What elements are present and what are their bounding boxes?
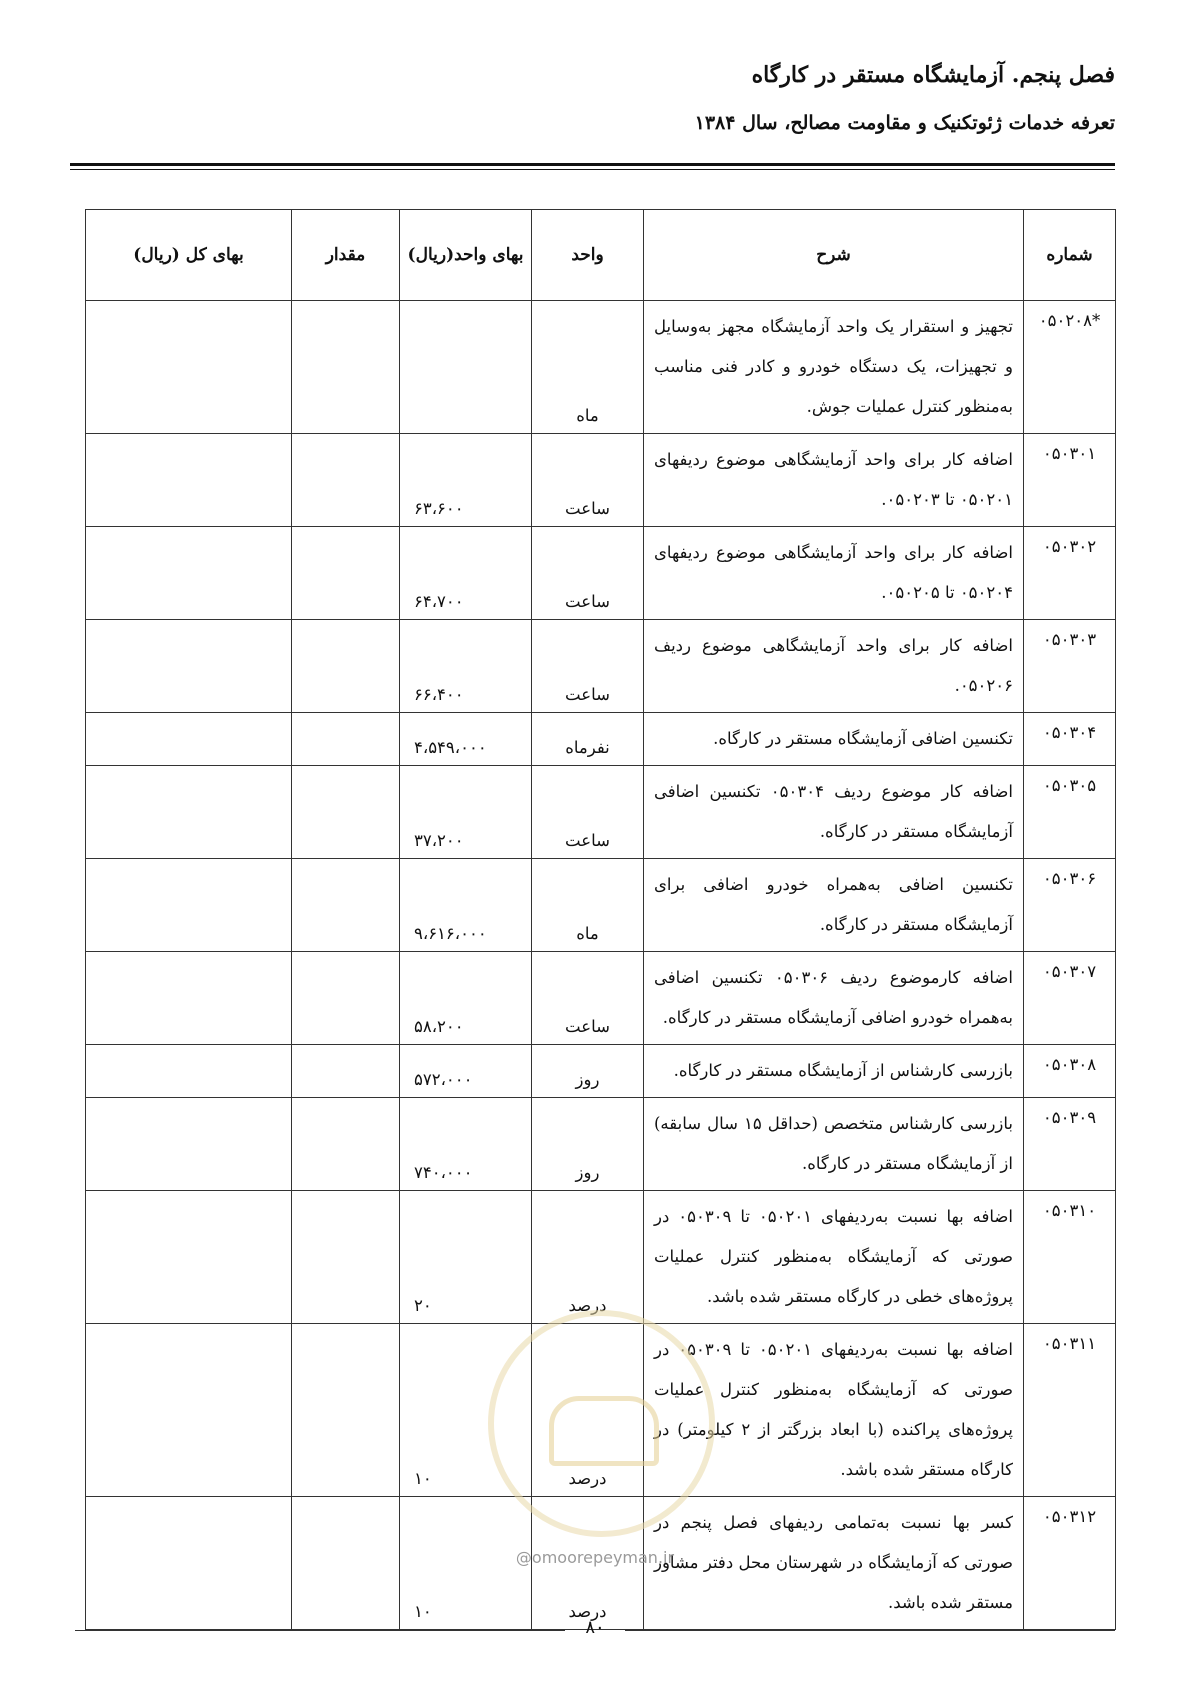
row-quantity [292, 301, 400, 434]
row-total [86, 1324, 292, 1497]
row-code: *۰۵۰۲۰۸ [1024, 301, 1116, 434]
row-quantity [292, 434, 400, 527]
row-unit-price: ۶۳،۶۰۰ [400, 434, 532, 527]
row-description: تجهیز و استقرار یک واحد آزمایشگاه مجهز به‌وسایل و تجهیزات، یک دستگاه خودرو و کادر فنی مناسب به‌منظور کنترل عملیات جوش. [644, 301, 1024, 434]
row-unit-price: ۲۰ [400, 1191, 532, 1324]
row-unit-price: ۱۰ [400, 1324, 532, 1497]
row-code: ۰۵۰۳۰۳ [1024, 620, 1116, 713]
row-unit: ساعت [532, 766, 644, 859]
header-rule-thick [70, 163, 1115, 166]
row-unit-price: ۱۰ [400, 1497, 532, 1630]
row-quantity [292, 1045, 400, 1098]
row-unit-price: ۳۷،۲۰۰ [400, 766, 532, 859]
row-description: اضافه کار برای واحد آزمایشگاهی موضوع ردیف ۰۵۰۲۰۶. [644, 620, 1024, 713]
row-quantity [292, 766, 400, 859]
row-total [86, 301, 292, 434]
row-description: بازرسی کارشناس از آزمایشگاه مستقر در کارگاه. [644, 1045, 1024, 1098]
row-total [86, 620, 292, 713]
row-unit: ساعت [532, 527, 644, 620]
table-row [86, 952, 1116, 1045]
header-rule-thin [70, 169, 1115, 170]
table-row [86, 1098, 1116, 1191]
row-description: اضافه کار موضوع ردیف ۰۵۰۳۰۴ تکنسین اضافی آزمایشگاه مستقر در کارگاه. [644, 766, 1024, 859]
tariff-subtitle: تعرفه خدمات ژئوتکنیک و مقاومت مصالح، سال ۱۳۸۴ [694, 112, 1115, 134]
row-quantity [292, 620, 400, 713]
row-total [86, 859, 292, 952]
table-row [86, 301, 1116, 434]
table-row [86, 1045, 1116, 1098]
row-total [86, 1098, 292, 1191]
row-total [86, 1045, 292, 1098]
row-unit-price: ۶۴،۷۰۰ [400, 527, 532, 620]
table-row [86, 434, 1116, 527]
row-quantity [292, 1098, 400, 1191]
row-unit: روز [532, 1045, 644, 1098]
table-row [86, 859, 1116, 952]
table-row [86, 713, 1116, 766]
table-row [86, 620, 1116, 713]
table-row [86, 527, 1116, 620]
row-total [86, 952, 292, 1045]
row-description: تکنسین اضافی به‌همراه خودرو اضافی برای آزمایشگاه مستقر در کارگاه. [644, 859, 1024, 952]
row-quantity [292, 952, 400, 1045]
row-description: اضافه کارموضوع ردیف ۰۵۰۳۰۶ تکنسین اضافی به‌همراه خودرو اضافی آزمایشگاه مستقر در کارگاه. [644, 952, 1024, 1045]
row-unit: ماه [532, 301, 644, 434]
col-header-unit: واحد [532, 210, 644, 301]
row-quantity [292, 1191, 400, 1324]
row-description: اضافه کار برای واحد آزمایشگاهی موضوع ردیفهای ۰۵۰۲۰۴ تا ۰۵۰۲۰۵. [644, 527, 1024, 620]
row-code: ۰۵۰۳۱۱ [1024, 1324, 1116, 1497]
row-unit: درصد [532, 1324, 644, 1497]
row-quantity [292, 859, 400, 952]
row-code: ۰۵۰۳۱۰ [1024, 1191, 1116, 1324]
row-unit-price: ۵۸،۲۰۰ [400, 952, 532, 1045]
row-total [86, 434, 292, 527]
table-row [86, 1191, 1116, 1324]
row-quantity [292, 1324, 400, 1497]
row-description: بازرسی کارشناس متخصص (حداقل ۱۵ سال سابقه) از آزمایشگاه مستقر در کارگاه. [644, 1098, 1024, 1191]
row-code: ۰۵۰۳۰۹ [1024, 1098, 1116, 1191]
page-number: ۸۰ [585, 1617, 605, 1638]
row-unit: ساعت [532, 620, 644, 713]
table-row [86, 766, 1116, 859]
col-header-quantity: مقدار [292, 210, 400, 301]
table-header-row [86, 210, 1116, 301]
row-unit: ساعت [532, 434, 644, 527]
tariff-table [85, 209, 1116, 1630]
row-unit-price [400, 301, 532, 434]
row-code: ۰۵۰۳۰۷ [1024, 952, 1116, 1045]
row-code: ۰۵۰۳۱۲ [1024, 1497, 1116, 1630]
row-total [86, 527, 292, 620]
row-code: ۰۵۰۳۰۸ [1024, 1045, 1116, 1098]
row-description: تکنسین اضافی آزمایشگاه مستقر در کارگاه. [644, 713, 1024, 766]
row-code: ۰۵۰۳۰۴ [1024, 713, 1116, 766]
row-total [86, 1191, 292, 1324]
row-description: کسر بها نسبت به‌تمامی ردیفهای فصل پنجم در صورتی که آزمایشگاه در شهرستان محل دفتر مشاور مستقر شده باشد. [644, 1497, 1024, 1630]
table-row [86, 1324, 1116, 1497]
row-unit: روز [532, 1098, 644, 1191]
row-code: ۰۵۰۳۰۲ [1024, 527, 1116, 620]
col-header-code: شماره [1024, 210, 1116, 301]
row-quantity [292, 713, 400, 766]
chapter-title: فصل پنجم. آزمایشگاه مستقر در کارگاه [751, 62, 1115, 88]
row-code: ۰۵۰۳۰۱ [1024, 434, 1116, 527]
row-description: اضافه کار برای واحد آزمایشگاهی موضوع ردیفهای ۰۵۰۲۰۱ تا ۰۵۰۲۰۳. [644, 434, 1024, 527]
row-quantity [292, 527, 400, 620]
row-unit-price: ۹،۶۱۶،۰۰۰ [400, 859, 532, 952]
col-header-total: بهای کل (ریال) [86, 210, 292, 301]
row-unit-price: ۴،۵۴۹،۰۰۰ [400, 713, 532, 766]
col-header-description: شرح [644, 210, 1024, 301]
watermark-site: @omoorepeyman.ir [515, 1548, 675, 1567]
row-unit-price: ۶۶،۴۰۰ [400, 620, 532, 713]
row-unit: درصد [532, 1497, 644, 1630]
row-code: ۰۵۰۳۰۶ [1024, 859, 1116, 952]
row-description: اضافه بها نسبت به‌ردیفهای ۰۵۰۲۰۱ تا ۰۵۰۳۰۹ در صورتی که آزمایشگاه به‌منظور کنترل عملیات پروژه‌های خطی در کارگاه مستقر شده باشد. [644, 1191, 1024, 1324]
row-unit-price: ۵۷۲،۰۰۰ [400, 1045, 532, 1098]
row-description: اضافه بها نسبت به‌ردیفهای ۰۵۰۲۰۱ تا ۰۵۰۳۰۹ در صورتی که آزمایشگاه به‌منظور کنترل عملیات پروژه‌های پراکنده (با ابعاد بزرگتر از ۲ کیلومتر) در کارگاه مستقر شده باشد. [644, 1324, 1024, 1497]
row-unit: ساعت [532, 952, 644, 1045]
row-unit-price: ۷۴۰،۰۰۰ [400, 1098, 532, 1191]
row-unit: ماه [532, 859, 644, 952]
row-total [86, 713, 292, 766]
row-total [86, 766, 292, 859]
footer-rule-right [625, 1630, 1115, 1631]
col-header-unit-price: بهای واحد(ریال) [400, 210, 532, 301]
row-unit: درصد [532, 1191, 644, 1324]
row-unit: نفرماه [532, 713, 644, 766]
row-code: ۰۵۰۳۰۵ [1024, 766, 1116, 859]
footer-rule-left [75, 1630, 565, 1631]
